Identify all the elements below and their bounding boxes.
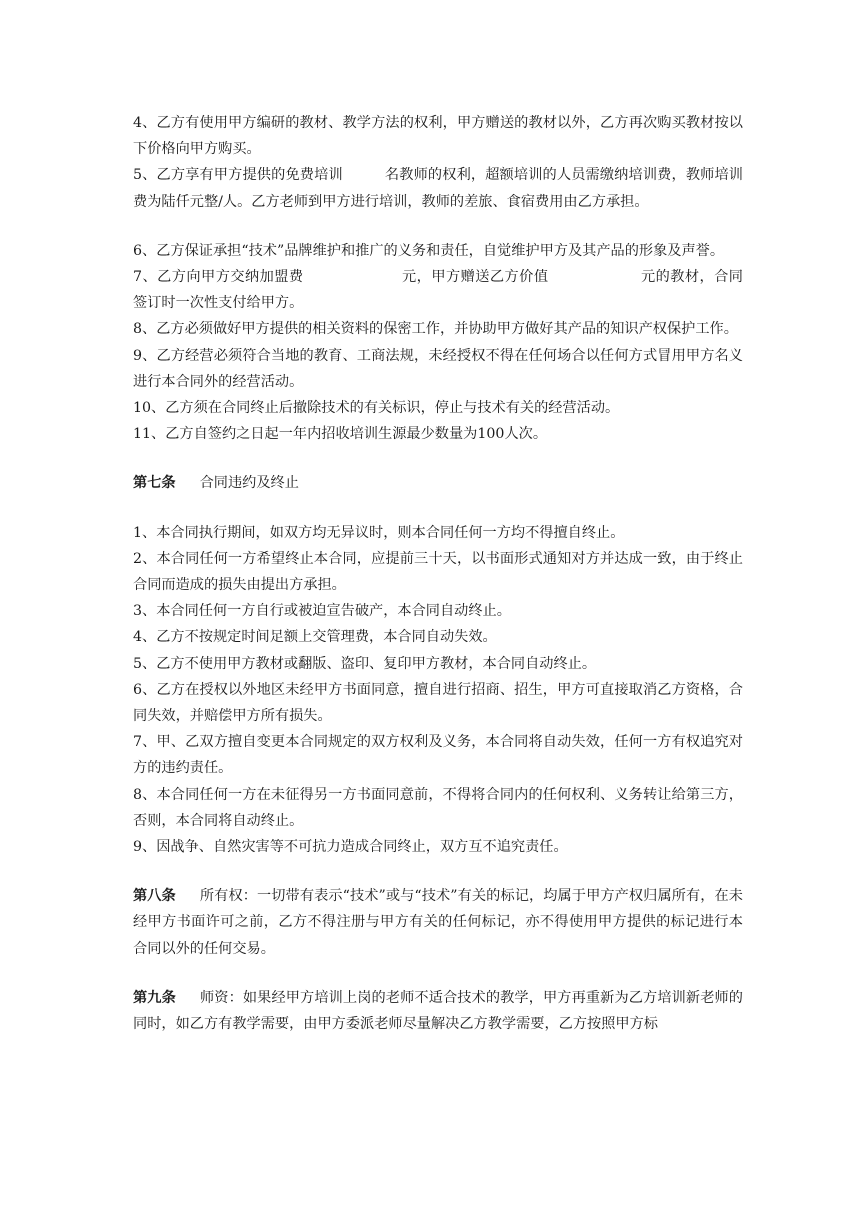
clause-6-8: 8、乙方必须做好甲方提供的相关资料的保密工作，并协助甲方做好其产品的知识产权保护工作。: [133, 321, 738, 338]
document-page: [133, 110, 743, 1037]
article-8: [133, 883, 743, 962]
clause-7-6: 6、乙方在授权以外地区未经甲方书面同意，擅自进行招商、招生，甲方可直接取消乙方资格，合同失效，并赔偿甲方所有损失。: [133, 681, 743, 725]
clause-6-10: 10、乙方须在合同终止后撤除技术的有关标识，停止与技术有关的经营活动。: [133, 400, 620, 417]
clause-7-1: 1、本合同执行期间，如双方均无异议时，则本合同任何一方均不得擅自终止。: [133, 524, 625, 541]
clause-6-5-part-2: 名教师的权利，超额培训的人员需缴纳培训费，教师培训费为陆仟元整/人。乙方老师到甲方进行培训，教师的差旅、食宿费用由乙方承担。: [133, 167, 743, 210]
clause-7-7: 7、甲、乙双方擅自变更本合同规定的双方权利及义务，本合同将自动失效，任何一方有权追究对方的违约责任。: [133, 734, 743, 777]
article-7-heading: [133, 470, 743, 496]
clause-7-5: 5、乙方不使用甲方教材或翻版、盗印、复印甲方教材，本合同自动终止。: [133, 655, 597, 672]
article-9-text: 师资：如果经甲方培训上岗的老师不适合技术的教学，甲方再重新为乙方培训新老师的同时，如乙方有教学需要，由甲方委派老师尽量解决乙方教学需要，乙方按照甲方标: [133, 989, 743, 1033]
paragraph-gap: [133, 962, 743, 985]
clause-6-6: 6、乙方保证承担“技术”品牌维护和推广的义务和责任，自觉维护甲方及其产品的形象及声誉。: [133, 242, 725, 259]
clause-6-7-part-1: 7、乙方向甲方交纳加盟费: [133, 269, 304, 286]
clause-6-11: 11、乙方自签约之日起一年内招收培训生源最少数量为100人次。: [133, 426, 548, 443]
article-8-title: 第八条: [133, 888, 176, 905]
clause-6-7-part-2: 元，甲方赠送乙方价值: [401, 269, 549, 286]
article-9-title: 第九条: [133, 989, 176, 1006]
clause-7-8: 8、本合同任何一方在未征得另一方书面同意前，不得将合同内的任何权利、义务转让给第三方，否则，本合同将自动终止。: [133, 786, 743, 829]
paragraph-gap: [133, 215, 743, 238]
clause-7-2: 2、本合同任何一方希望终止本合同，应提前三十天，以书面形式通知对方并达成一致，由于终止合同而造成的损失由提出方承担。: [133, 550, 743, 594]
article-8-text: 所有权：一切带有表示“技术”或与“技术”有关的标记，均属于甲方产权归属所有，在未经甲方书面许可之前，乙方不得注册与甲方有关的任何标记，亦不得使用甲方提供的标记进行本合同以外的任何交易。: [133, 888, 743, 957]
clause-7-9: 9、因战争、自然灾害等不可抗力造成合同终止，双方互不追究责任。: [133, 839, 568, 856]
clause-6-7: [133, 264, 743, 316]
paragraph-gap: [133, 497, 743, 520]
paragraph-gap: [133, 860, 743, 883]
paragraph-gap: [133, 447, 743, 470]
article-7-heading-text: 合同违约及终止: [199, 475, 299, 492]
article-7-title: 第七条: [133, 475, 176, 492]
clause-6-7-part-3: 元的教材，合同签订时一次性支付给甲方。: [133, 269, 743, 312]
clause-7-4: 4、乙方不按规定时间足额上交管理费，本合同自动失效。: [133, 629, 497, 646]
clause-7-3: 3、本合同任何一方自行或被迫宣告破产，本合同自动终止。: [133, 603, 511, 620]
article-9: [133, 985, 743, 1037]
clause-6-9: 9、乙方经营必须符合当地的教育、工商法规，未经授权不得在任何场合以任何方式冒用甲方名义进行本合同外的经营活动。: [133, 347, 743, 390]
clause-6-4: 4、乙方有使用甲方编研的教材、教学方法的权利，甲方赠送的教材以外，乙方再次购买教材按以下价格向甲方购买。: [133, 115, 743, 158]
clause-6-5-part-1: 5、乙方享有甲方提供的免费培训: [133, 167, 343, 184]
clause-6-5: [133, 162, 743, 214]
